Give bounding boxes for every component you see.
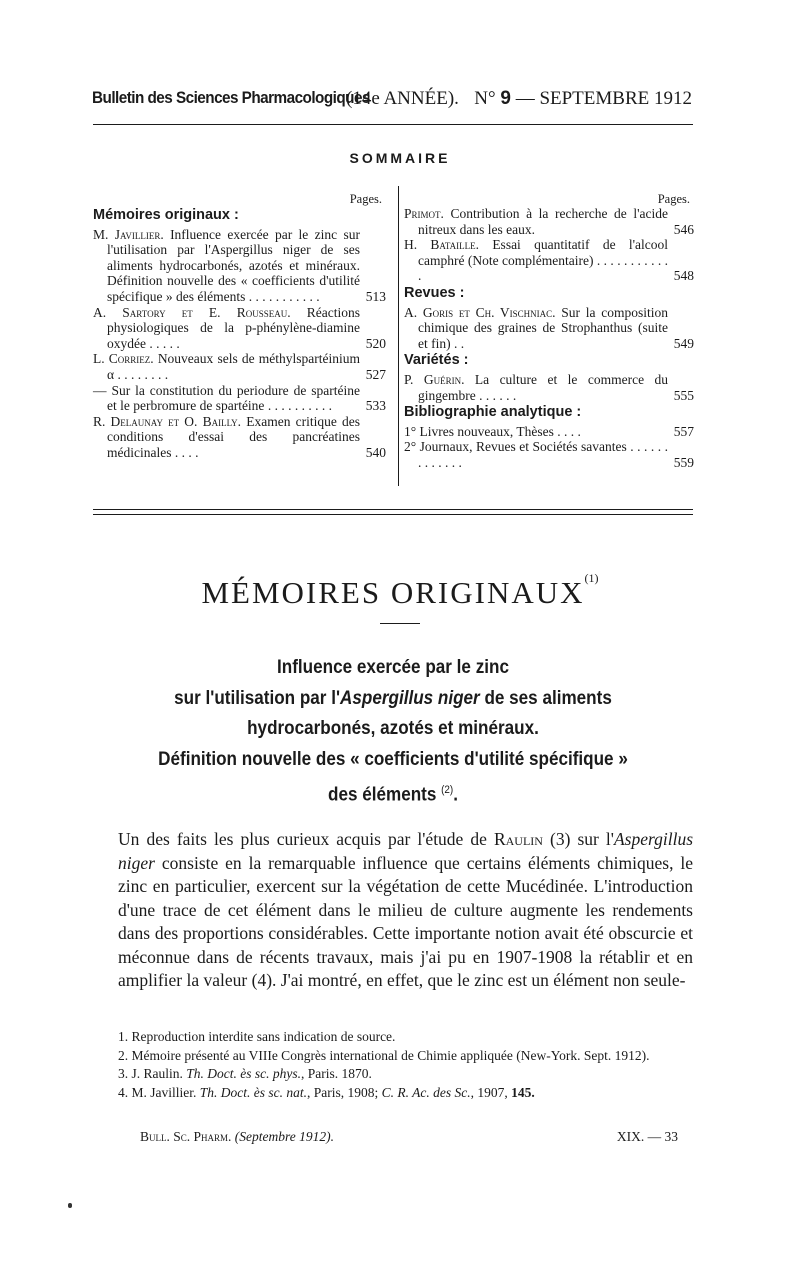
toc-page: 557 bbox=[673, 423, 694, 439]
journal-year: (14e ANNÉE). bbox=[346, 88, 459, 109]
body-italic: Aspergillus niger bbox=[118, 829, 694, 873]
toc-author: R. Delaunay et O. Bailly. bbox=[93, 413, 242, 429]
toc-entry: 1° Livres nouveaux, Thèses . . . . 557 bbox=[404, 423, 694, 439]
toc-page: 549 bbox=[673, 335, 694, 351]
toc-text: Influence exercée par le zinc sur l'utilisation par l'Aspergillus niger de ses aliments hydrocarbonés, azotés et minéraux. Définition nouvelle des « coefficients d'utilité spécifique » des éléments bbox=[107, 226, 360, 304]
body-footnote-ref: (4) bbox=[251, 970, 273, 990]
toc-section-bibliographie: Bibliographie analytique : bbox=[404, 404, 582, 421]
paper-speck bbox=[68, 1203, 72, 1208]
article-title-line bbox=[123, 684, 663, 715]
body-text-part: . J'ai montré, en effet, que le zinc est un élément non seule- bbox=[272, 970, 686, 990]
article-title-line: hydrocarbonés, azotés et minéraux. bbox=[247, 718, 539, 739]
pages-label-right: Pages. bbox=[657, 192, 690, 206]
toc-entry: — Sur la constitution du periodure de spartéine et le perbromure de spartéine . . . . . . . . . . 533 bbox=[93, 382, 386, 414]
footnote-2: 2. Mémoire présenté au VIIIe Congrès international de Chimie appliquée (New-York. Sept. 1912). bbox=[118, 1047, 650, 1063]
body-text-part: consiste en la remarquable influence que certains éléments chimiques, le zinc en particulier, exercent sur la végétation de cette Mucédinée. L'introduction d'une trace de cet élément dans le milieu de culture augmente les rendements dans des proportions considérables. Cette importante notion avait été obscurcie et méconnue dans de récents travaux, mais j'ai pu en 1907-1908 la rétablir et en amplifier la valeur bbox=[118, 852, 693, 990]
toc-entry bbox=[404, 206, 694, 237]
journal-header bbox=[92, 88, 692, 114]
toc-right-column bbox=[404, 192, 694, 471]
toc-entry: 2° Journaux, Revues et Sociétés savantes . . . . . . . . . . . . . 559 bbox=[404, 439, 694, 470]
toc-page: 548 bbox=[673, 268, 694, 284]
toc-text: Essai quantitatif de l'alcool camphré (Note complémentaire) bbox=[418, 237, 668, 268]
toc-page: 533 bbox=[365, 398, 386, 414]
toc-text: Livres nouveaux, Thèses bbox=[419, 423, 554, 439]
toc-text: Nouveaux sels de méthylspartéinium α bbox=[107, 351, 360, 382]
footnote-part: , Paris, 1908; bbox=[307, 1084, 379, 1100]
toc-entry: A. Sartory et E. Rousseau. Réactions physiologiques de la p-phénylène-diamine oxydée . . . . . 520 bbox=[93, 304, 386, 351]
toc-page: 559 bbox=[673, 454, 694, 470]
section-title-text: MÉMOIRES ORIGINAUX bbox=[201, 575, 585, 610]
footnotes bbox=[118, 1028, 693, 1102]
toc-author: 2° bbox=[404, 439, 417, 455]
pages-label-left: Pages. bbox=[349, 192, 382, 206]
toc-author: H. Bataille. bbox=[404, 237, 480, 253]
article-title bbox=[123, 653, 663, 811]
toc-entry: P. Guérin. La culture et le commerce du gingembre . . . . . . 555 bbox=[404, 371, 694, 403]
article-title-italic: Aspergillus niger bbox=[340, 687, 480, 709]
toc-text: Examen critique des conditions d'essai des pancréatines médicinales bbox=[107, 413, 361, 460]
toc-text: La culture et le commerce du gingembre bbox=[418, 371, 668, 403]
body-text-part: Un des faits les plus curieux acquis par l'étude de bbox=[118, 829, 487, 849]
footer-signature: XIX. — 33 bbox=[616, 1129, 678, 1144]
issue-number: 9 bbox=[500, 88, 511, 109]
sommaire-title: SOMMAIRE bbox=[349, 150, 451, 166]
toc-page: 546 bbox=[673, 221, 694, 237]
footnote-italic: C. R. Ac. des Sc. bbox=[381, 1084, 471, 1100]
toc-page: 540 bbox=[365, 444, 386, 460]
article-title-line: Définition nouvelle des « coefficients d'utilité spécifique » bbox=[158, 748, 628, 770]
footnote-part: 4. M. Javillier. bbox=[118, 1084, 197, 1100]
article-title-part: des éléments bbox=[328, 784, 437, 806]
toc-entry: R. Delaunay et O. Bailly. Examen critique des conditions d'essai des pancréatines médicinales . . . . 540 bbox=[93, 413, 386, 460]
body-footnote-ref: (3) bbox=[550, 829, 571, 849]
footer-journal-abbrev: Bull. Sc. Pharm. bbox=[140, 1129, 232, 1144]
footer-date: (Septembre 1912). bbox=[234, 1129, 335, 1144]
toc-author: L. Corriez. bbox=[93, 351, 154, 367]
header-rule bbox=[93, 124, 693, 125]
toc-text: Réactions physiologiques de la p-phénylène-diamine oxydée bbox=[107, 304, 361, 351]
journal-issue bbox=[474, 88, 692, 110]
toc-page: 527 bbox=[365, 366, 386, 382]
article-title-line: Influence exercée par le zinc bbox=[277, 657, 509, 678]
section-short-rule bbox=[380, 623, 420, 624]
footnote-4 bbox=[118, 1084, 693, 1103]
toc-author: Primot. bbox=[404, 206, 444, 221]
toc-text: Journaux, Revues et Sociétés savantes bbox=[419, 439, 627, 455]
footnote-italic: Th. Doct. ès sc. nat. bbox=[199, 1084, 307, 1100]
toc-author: M. Javillier. bbox=[93, 226, 164, 242]
toc-author: A. Goris et Ch. Vischniac. bbox=[404, 304, 556, 320]
toc-entry: M. Javillier. Influence exercée par le zinc sur l'utilisation par l'Aspergillus niger de ses aliments hydrocarbonés, azotés et minéraux. Définition nouvelle des « coefficients d'utilité spécifique » des éléments . . . . . . . . . . . 513 bbox=[93, 226, 386, 304]
journal-title: Bulletin des Sciences Pharmacologiques bbox=[92, 88, 370, 107]
toc-section-revues: Revues : bbox=[404, 284, 465, 301]
toc-author: 1° bbox=[404, 423, 417, 439]
footnote-bold: 145. bbox=[511, 1084, 535, 1100]
toc-text: Sur la constitution du periodure de spartéine et le perbromure de spartéine bbox=[107, 382, 360, 414]
column-separator bbox=[398, 186, 399, 486]
article-title-part: de ses aliments bbox=[479, 687, 612, 709]
footnote-part: 3. J. Raulin. bbox=[118, 1066, 183, 1081]
footnote-part: , 1907, bbox=[470, 1084, 508, 1100]
article-title-line bbox=[123, 775, 663, 811]
article-footnote-mark: (2) bbox=[441, 784, 454, 796]
section-footnote-mark: (1) bbox=[584, 571, 599, 585]
toc-text: Contribution à la recherche de l'acide nitreux dans les eaux. bbox=[418, 206, 669, 237]
toc-section-memoires: Mémoires originaux : bbox=[93, 207, 239, 223]
article-title-part: sur l'utilisation par l' bbox=[174, 687, 341, 709]
toc-author: P. Guérin. bbox=[404, 371, 465, 387]
section-title bbox=[0, 571, 800, 611]
body-text-part: sur l' bbox=[577, 829, 614, 849]
toc-author: A. Sartory et E. Rousseau. bbox=[93, 304, 291, 320]
double-rule-bottom bbox=[93, 514, 693, 515]
toc-entry: A. Goris et Ch. Vischniac. Sur la composition chimique des graines de Strophanthus (suite et fin) . . 549 bbox=[404, 304, 694, 351]
footnote-part: , Paris. 1870. bbox=[301, 1066, 372, 1081]
body-paragraph bbox=[118, 828, 693, 993]
issue-date: — SEPTEMBRE 1912 bbox=[515, 88, 692, 109]
toc-section-varietes: Variétés : bbox=[404, 352, 469, 369]
toc-author: — bbox=[93, 382, 107, 398]
footer-left bbox=[140, 1129, 334, 1145]
issue-prefix: N° bbox=[474, 88, 496, 109]
footnote-italic: Th. Doct. ès sc. phys. bbox=[186, 1066, 302, 1081]
footnote-1: 1. Reproduction interdite sans indication de source. bbox=[118, 1029, 396, 1044]
toc-page: 513 bbox=[365, 288, 386, 304]
toc-entry: H. Bataille. Essai quantitatif de l'alcool camphré (Note complémentaire) . . . . . . . . . . . . 548 bbox=[404, 237, 694, 284]
toc-page: 520 bbox=[365, 335, 386, 351]
toc-left-column bbox=[93, 192, 386, 461]
toc-page: 555 bbox=[673, 387, 694, 403]
double-rule-top bbox=[93, 509, 693, 510]
body-author-name: Raulin bbox=[493, 829, 543, 849]
footnote-3 bbox=[118, 1065, 693, 1084]
toc-entry: L. Corriez. Nouveaux sels de méthylspartéinium α . . . . . . . . 527 bbox=[93, 351, 386, 382]
article-title-part: . bbox=[453, 784, 458, 806]
toc-text: Sur la composition chimique des graines de Strophanthus (suite et fin) bbox=[418, 304, 669, 351]
